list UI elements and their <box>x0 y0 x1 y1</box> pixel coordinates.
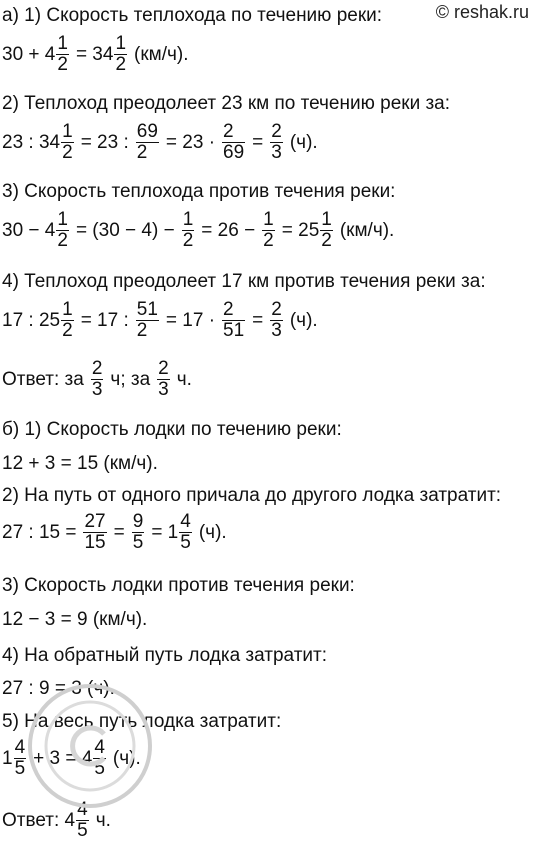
fraction-numerator: 27 <box>84 511 106 532</box>
fraction <box>114 34 127 75</box>
b-step2-label: 2) На путь от одного причала до другого лодка затратит: <box>2 485 502 506</box>
expr-text: ч; за <box>110 368 151 390</box>
expr-text: = <box>252 309 264 331</box>
fraction-denominator: 2 <box>136 320 159 341</box>
fraction-numerator: 1 <box>263 209 274 230</box>
expr-text: (км/ч). <box>134 43 189 65</box>
b-step1-label: б) 1) Скорость лодки по течению реки: <box>2 419 342 440</box>
fraction <box>61 122 74 163</box>
fraction <box>136 300 159 341</box>
fraction <box>270 300 283 341</box>
expr-text: = 17 : <box>80 309 129 331</box>
fraction-denominator: 3 <box>271 319 282 341</box>
fraction <box>136 122 159 163</box>
expr-text: = 17 · <box>165 309 216 331</box>
expr-text: (ч). <box>198 521 227 543</box>
a-step1-label: а) 1) Скорость теплохода по течению реки: <box>2 5 383 26</box>
fraction-numerator: 4 <box>14 737 26 758</box>
fraction <box>83 512 106 553</box>
fraction <box>157 359 170 400</box>
fraction <box>76 800 89 841</box>
fraction-numerator: 9 <box>132 511 144 532</box>
fraction <box>182 210 195 251</box>
a-step2-expr <box>2 122 318 163</box>
expr-text: 23 : 34 <box>2 131 61 153</box>
fraction-numerator: 4 <box>180 511 191 532</box>
fraction-denominator: 5 <box>77 819 88 841</box>
expr-text: = <box>113 521 125 543</box>
fraction-denominator: 5 <box>180 531 191 553</box>
a-step2-label: 2) Теплоход преодолеет 23 км по течению реки за: <box>2 93 451 114</box>
b-answer <box>2 800 111 841</box>
fraction-denominator: 2 <box>115 53 127 75</box>
fraction-denominator: 2 <box>57 53 68 75</box>
fraction-numerator: 1 <box>57 209 68 230</box>
fraction-denominator: 15 <box>84 531 106 553</box>
fraction <box>56 34 69 75</box>
fraction-denominator: 2 <box>136 142 159 163</box>
expr-text: 27 : 15 = <box>2 521 77 543</box>
fraction-denominator: 3 <box>271 141 282 163</box>
fraction-denominator: 3 <box>158 378 169 400</box>
expr-text: = 1 <box>151 521 179 543</box>
expr-text: = (30 − 4) − <box>75 219 175 241</box>
b-step3-expr: 12 − 3 = 9 (км/ч). <box>2 609 148 630</box>
expr-text: ч. <box>95 809 111 831</box>
fraction-denominator: 69 <box>223 141 245 163</box>
fraction-denominator: 5 <box>14 757 26 779</box>
expr-text: = 23 : <box>80 131 129 153</box>
fraction <box>270 122 283 163</box>
fraction <box>91 359 104 400</box>
watermark-text: © reshak.ru <box>435 2 529 22</box>
fraction <box>222 300 245 341</box>
fraction <box>262 210 275 251</box>
expr-text: 17 : 25 <box>2 309 61 331</box>
fraction-numerator: 1 <box>62 121 73 142</box>
b-step5-label: 5) На весь путь лодка затратит: <box>2 711 282 732</box>
fraction-numerator: 4 <box>94 737 105 758</box>
a-step4-label: 4) Теплоход преодолеет 17 км против течения реки за: <box>2 271 486 292</box>
expr-text: (ч). <box>289 309 318 331</box>
fraction-numerator: 1 <box>182 209 194 230</box>
expr-text: Ответ: за <box>2 368 84 390</box>
fraction <box>61 300 74 341</box>
expr-text: = 23 · <box>165 131 216 153</box>
b-step1-expr: 12 + 3 = 15 (км/ч). <box>2 453 158 474</box>
a-step1-expr <box>2 34 189 75</box>
b-step2-expr <box>2 512 227 553</box>
fraction-numerator: 2 <box>158 358 169 379</box>
a-step4-expr <box>2 300 318 341</box>
fraction <box>93 738 106 779</box>
fraction-numerator: 69 <box>136 121 158 142</box>
fraction-numerator: 2 <box>271 299 282 320</box>
expr-text: + 3 = 4 <box>33 747 93 769</box>
fraction-denominator: 5 <box>94 757 105 779</box>
expr-text: = 26 − <box>201 219 256 241</box>
fraction <box>14 738 27 779</box>
fraction-denominator: 2 <box>182 229 194 251</box>
fraction-numerator: 51 <box>136 299 158 320</box>
fraction-denominator: 2 <box>62 319 73 341</box>
a-step3-expr <box>2 210 394 251</box>
fraction-denominator: 2 <box>321 229 332 251</box>
expr-text: = <box>252 131 264 153</box>
expr-text: = 34 <box>75 43 114 65</box>
fraction-denominator: 5 <box>132 531 144 553</box>
fraction <box>132 512 145 553</box>
fraction <box>56 210 69 251</box>
fraction-numerator: 1 <box>57 33 68 54</box>
expr-text: 1 <box>2 747 13 769</box>
fraction-denominator: 3 <box>91 378 103 400</box>
fraction-numerator: 2 <box>271 121 282 142</box>
expr-text: 30 − 4 <box>2 219 56 241</box>
expr-text: Ответ: 4 <box>2 809 76 831</box>
fraction-numerator: 1 <box>62 299 73 320</box>
fraction <box>179 512 192 553</box>
a-answer <box>2 359 192 400</box>
expr-text: (ч). <box>289 131 318 153</box>
b-step4-expr: 27 : 9 = 3 (ч). <box>2 678 115 699</box>
fraction-denominator: 51 <box>223 319 245 341</box>
fraction-numerator: 2 <box>91 358 103 379</box>
fraction-numerator: 2 <box>223 121 234 142</box>
fraction-numerator: 1 <box>115 33 127 54</box>
a-step3-label: 3) Скорость теплохода против течения реки: <box>2 181 396 202</box>
fraction <box>222 122 245 163</box>
fraction-numerator: 1 <box>321 209 332 230</box>
fraction-denominator: 2 <box>57 229 68 251</box>
b-step5-expr <box>2 738 141 779</box>
expr-text: = 25 <box>281 219 320 241</box>
expr-text: (ч). <box>112 747 141 769</box>
expr-text: 30 + 4 <box>2 43 56 65</box>
fraction-numerator: 2 <box>223 299 234 320</box>
b-step4-label: 4) На обратный путь лодка затратит: <box>2 645 328 666</box>
expr-text: (км/ч). <box>339 219 395 241</box>
b-step3-label: 3) Скорость лодки против течения реки: <box>2 575 355 596</box>
fraction <box>320 210 333 251</box>
expr-text: ч. <box>176 368 192 390</box>
fraction-denominator: 2 <box>263 229 274 251</box>
fraction-numerator: 4 <box>77 799 88 820</box>
fraction-denominator: 2 <box>62 141 73 163</box>
